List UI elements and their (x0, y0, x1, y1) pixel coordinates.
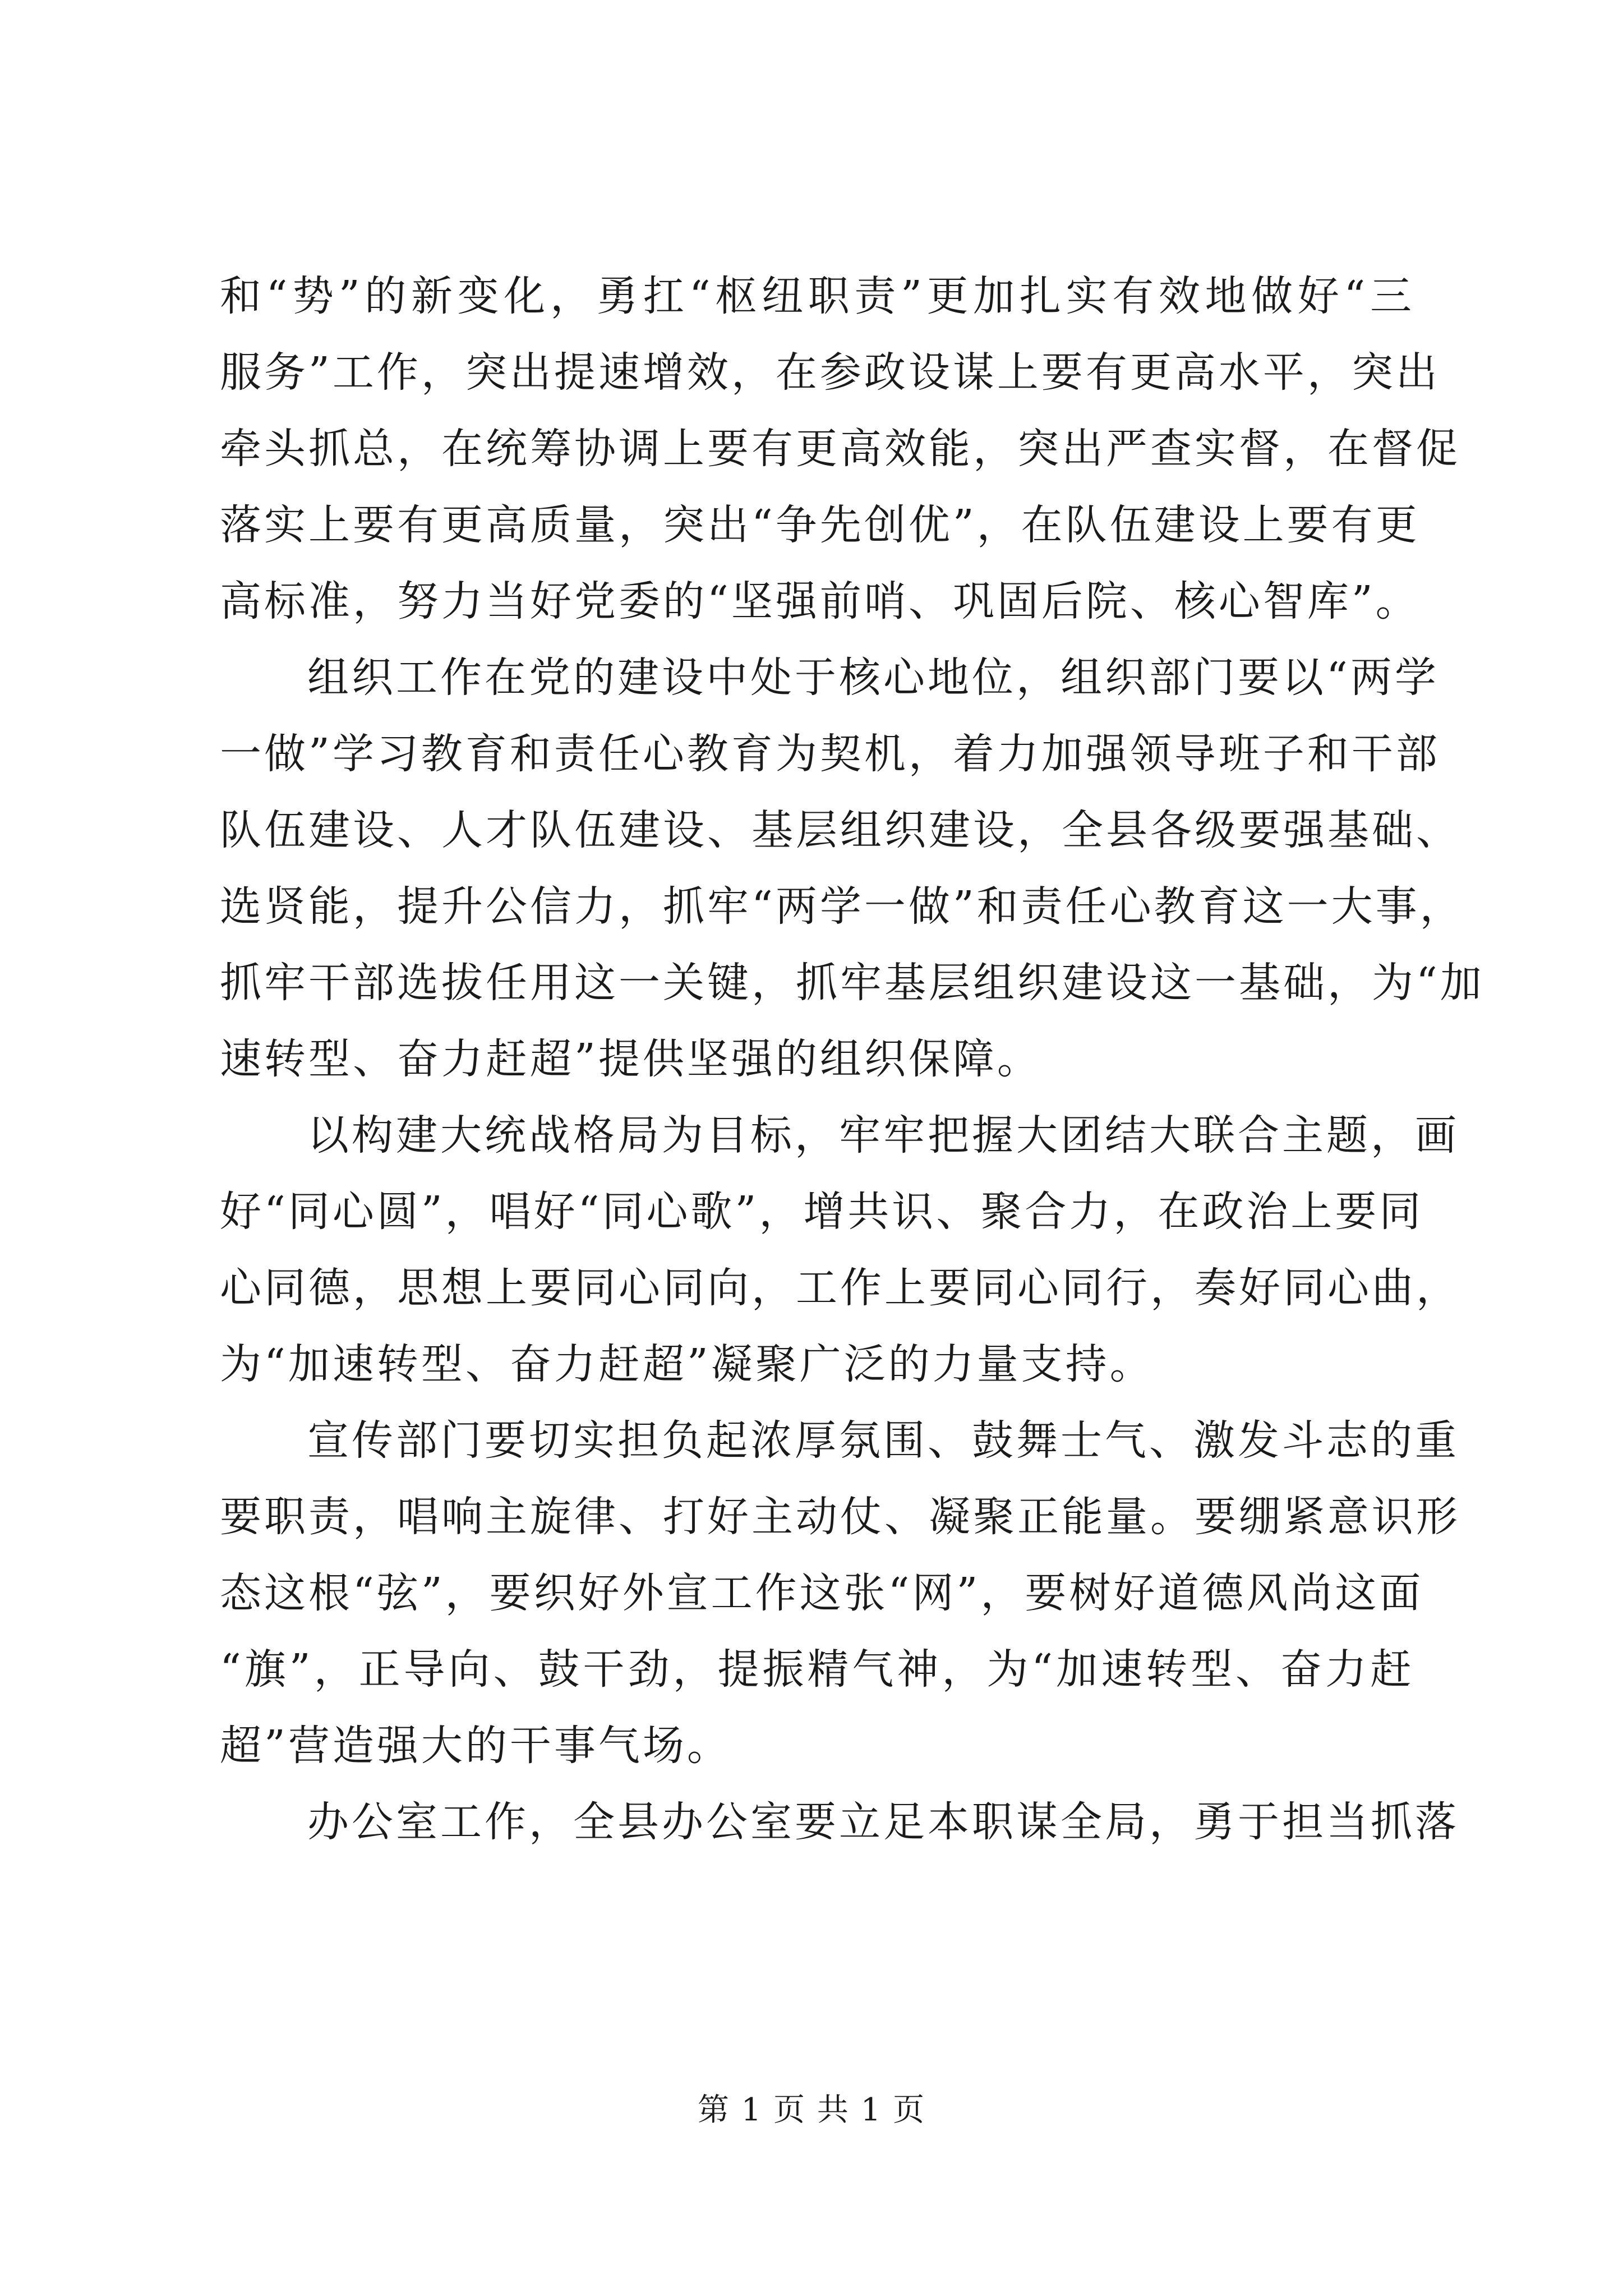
text-line: “旗”，正导向、鼓干劲，提振精气神，为“加速转型、奋力赶 (220, 1645, 1414, 1694)
paragraph-first-line: 组织工作在党的建设中处于核心地位，组织部门要以“两学 (307, 654, 1439, 702)
text-line: 服务”工作，突出提速增效，在参政设谋上要有更高水平，突出 (220, 348, 1440, 397)
text-line: 超”营造强大的干事气场。 (220, 1722, 731, 1770)
text-line: 和“势”的新变化，勇扛“枢纽职责”更加扎实有效地做好“三 (220, 272, 1414, 320)
paragraph-first-line: 办公室工作，全县办公室要立足本职谋全局，勇于担当抓落 (307, 1798, 1459, 1846)
text-line: 一做”学习教育和责任心教育为契机，着力加强领导班子和干部 (220, 730, 1440, 778)
text-line: 心同德，思想上要同心同向，工作上要同心同行，奏好同心曲， (220, 1264, 1460, 1312)
text-line: 牵头抓总，在统筹协调上要有更高效能，突出严查实督，在督促 (220, 425, 1460, 473)
text-line: 为“加速转型、奋力赶超”凝聚广泛的力量支持。 (220, 1340, 1154, 1388)
document-body (220, 258, 1484, 1860)
text-line: 高标准，努力当好党委的“坚强前哨、巩固后院、核心智库”。 (220, 577, 1420, 625)
paragraph-first-line: 宣传部门要切实担负起浓厚氛围、鼓舞士气、激发斗志的重 (307, 1416, 1459, 1465)
text-line: 选贤能，提升公信力，抓牢“两学一做”和责任心教育这一大事， (220, 882, 1464, 931)
text-line: 落实上要有更高质量，突出“争先创优”，在队伍建设上要有更 (220, 501, 1420, 549)
text-line: 队伍建设、人才队伍建设、基层组织建设，全县各级要强基础、 (220, 806, 1460, 854)
text-line: 态这根“弦”，要织好外宣工作这张“网”，要树好道德风尚这面 (220, 1569, 1424, 1617)
page-number: 第 1 页 共 1 页 (697, 2092, 926, 2128)
text-line: 好“同心圆”，唱好“同心歌”，增共识、聚合力，在政治上要同 (220, 1188, 1424, 1236)
text-line: 速转型、奋力赶超”提供坚强的组织保障。 (220, 1035, 1041, 1083)
text-line: 抓牢干部选拔任用这一关键，抓牢基层组织建设这一基础，为“加 (220, 959, 1484, 1007)
text-line: 要职责，唱响主旋律、打好主动仗、凝聚正能量。要绷紧意识形 (220, 1493, 1460, 1541)
page-footer (0, 2088, 1623, 2133)
paragraph-first-line: 以构建大统战格局为目标，牢牢把握大团结大联合主题，画 (307, 1111, 1459, 1159)
